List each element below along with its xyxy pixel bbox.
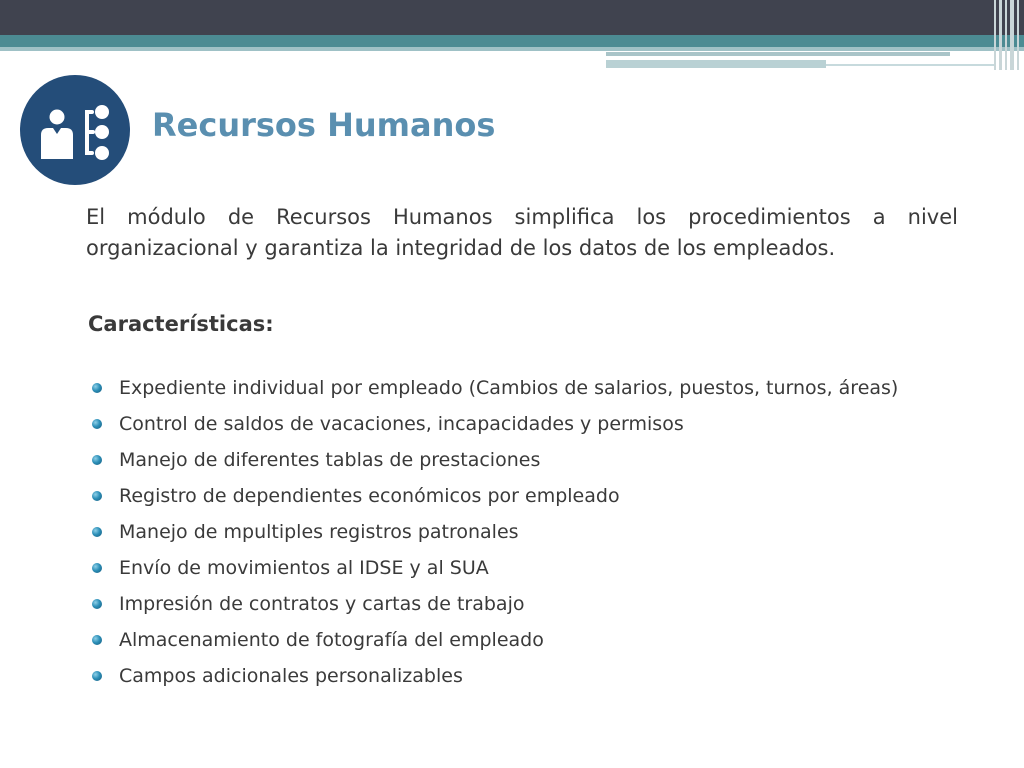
list-item — [92, 514, 898, 550]
feature-text: Impresión de contratos y cartas de trabajo — [119, 593, 525, 615]
list-item — [92, 586, 898, 622]
hr-org-chart-icon — [20, 75, 130, 185]
accent-line — [606, 60, 826, 68]
bullet-icon — [92, 419, 102, 429]
feature-text: Campos adicionales personalizables — [119, 665, 463, 687]
intro-paragraph: El módulo de Recursos Humanos simplifica los procedimientos a nivel organizacional y garantiza la integridad de los datos de los empleados. — [86, 205, 958, 260]
feature-text: Almacenamiento de fotografía del empleado — [119, 629, 544, 651]
bullet-icon — [92, 671, 102, 681]
bullet-icon — [92, 527, 102, 537]
decorative-stripes — [992, 0, 1024, 70]
bullet-icon — [92, 635, 102, 645]
list-item — [92, 658, 898, 694]
features-list — [92, 370, 898, 694]
feature-text: Envío de movimientos al IDSE y al SUA — [119, 557, 489, 579]
list-item — [92, 550, 898, 586]
bullet-icon — [92, 383, 102, 393]
page-title: Recursos Humanos — [152, 106, 496, 144]
list-item — [92, 406, 898, 442]
bullet-icon — [92, 599, 102, 609]
list-item — [92, 622, 898, 658]
list-item — [92, 478, 898, 514]
feature-text: Registro de dependientes económicos por empleado — [119, 485, 620, 507]
feature-text: Manejo de diferentes tablas de prestaciones — [119, 449, 541, 471]
feature-text: Control de saldos de vacaciones, incapacidades y permisos — [119, 413, 684, 435]
feature-text: Manejo de mpultiples registros patronales — [119, 521, 519, 543]
header-bar — [0, 0, 1024, 35]
header-teal-light-band — [0, 47, 1024, 51]
bullet-icon — [92, 455, 102, 465]
accent-line — [606, 52, 950, 56]
bullet-icon — [92, 491, 102, 501]
list-item — [92, 370, 898, 406]
feature-text: Expediente individual por empleado (Cambios de salarios, puestos, turnos, áreas) — [119, 377, 899, 399]
list-item — [92, 442, 898, 478]
accent-line — [826, 64, 996, 66]
bullet-icon — [92, 563, 102, 573]
header-teal-band — [0, 35, 1024, 47]
features-heading: Características: — [88, 312, 274, 336]
